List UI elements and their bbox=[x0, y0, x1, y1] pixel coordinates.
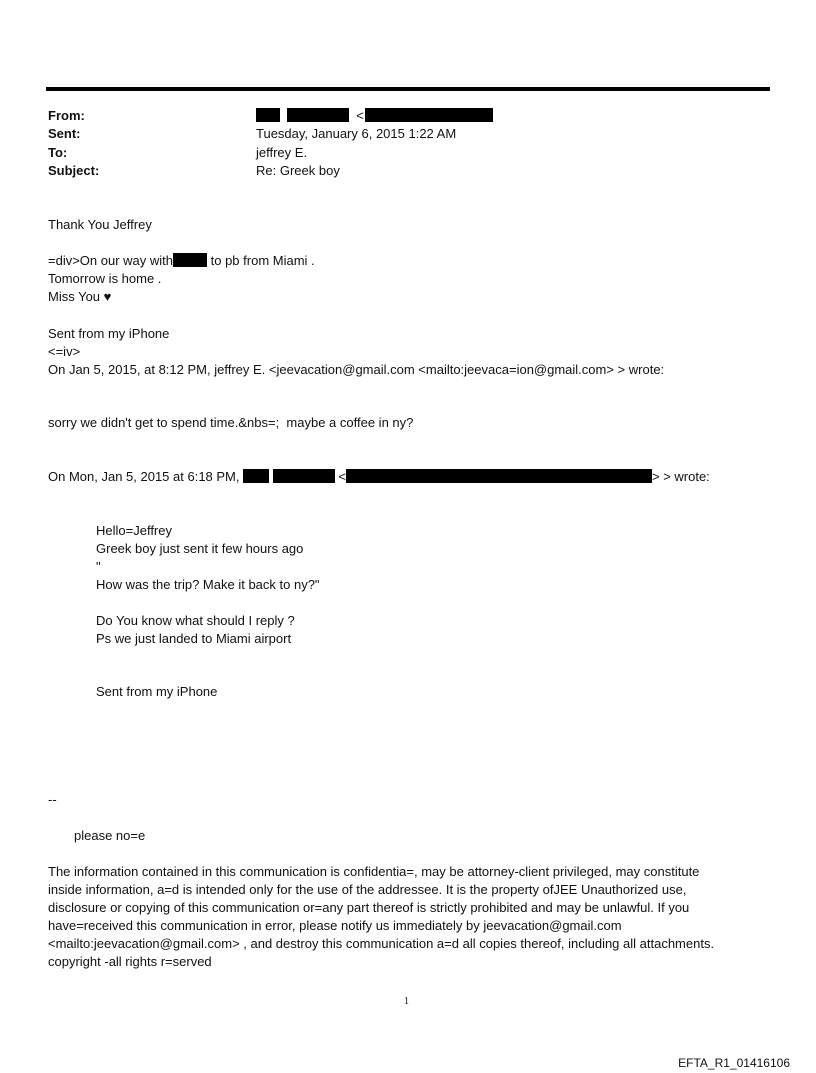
redaction-block bbox=[287, 108, 349, 122]
body-line bbox=[48, 252, 315, 270]
quoted-line: Hello=Jeffrey bbox=[96, 523, 172, 538]
disclaimer-line: inside information, a=d is intended only for the use of the addressee. It is the property ofJEE Unauthorized use, bbox=[48, 882, 687, 897]
body-text: to pb from Miami . bbox=[207, 253, 315, 268]
to-label: To: bbox=[48, 145, 68, 160]
from-label: From: bbox=[48, 108, 85, 123]
from-value bbox=[256, 108, 493, 123]
body-line: sorry we didn't get to spend time.&nbs=; maybe a coffee in ny? bbox=[48, 415, 414, 430]
signature-line: Sent from my iPhone bbox=[48, 326, 170, 341]
redaction-block bbox=[173, 253, 207, 267]
redaction-block bbox=[256, 108, 280, 122]
body-text: =div>On our way with bbox=[48, 253, 174, 268]
to-value: jeffrey E. bbox=[256, 145, 308, 160]
subject-label: Subject: bbox=[48, 163, 100, 178]
disclaimer-line: The information contained in this communication is confidentia=, may be attorney-client privileged, may constitute bbox=[48, 864, 700, 879]
body-line: Tomorrow is home . bbox=[48, 271, 162, 286]
body-text: On Mon, Jan 5, 2015 at 6:18 PM, bbox=[48, 469, 240, 484]
disclaimer-line: have=received this communication in error, please notify us immediately by jeevacation@gmail.com bbox=[48, 918, 622, 933]
quote-header-line: On Jan 5, 2015, at 8:12 PM, jeffrey E. <jeevacation@gmail.com <mailto:jeevaca=ion@gmail.com> > wrote: bbox=[48, 362, 665, 377]
quoted-line: How was the trip? Make it back to ny?" bbox=[96, 577, 320, 592]
body-text: Miss You bbox=[48, 289, 101, 304]
from-lt: < bbox=[356, 108, 364, 123]
redaction-block bbox=[243, 469, 269, 483]
body-line: <=iv> bbox=[48, 344, 81, 359]
document-id-stamp: EFTA_R1_01416106 bbox=[678, 1056, 790, 1070]
body-line bbox=[48, 288, 111, 306]
greeting-line: Thank You Jeffrey bbox=[48, 217, 152, 232]
quoted-line: " bbox=[96, 559, 101, 574]
heart-icon: ♥ bbox=[103, 289, 112, 304]
disclaimer-line: <mailto:jeevacation@gmail.com> , and destroy this communication a=d all copies thereof, including all attachments. bbox=[48, 936, 715, 951]
disclaimer-line: copyright -all rights r=served bbox=[48, 954, 212, 969]
subject-value: Re: Greek boy bbox=[256, 163, 340, 178]
sent-value: Tuesday, January 6, 2015 1:22 AM bbox=[256, 126, 457, 141]
page-number: 1 bbox=[404, 996, 409, 1007]
redaction-block bbox=[346, 469, 652, 483]
quoted-line: Sent from my iPhone bbox=[96, 684, 218, 699]
body-text: > > wrote: bbox=[651, 469, 710, 484]
quoted-line: Ps we just landed to Miami airport bbox=[96, 631, 292, 646]
redaction-block bbox=[273, 469, 335, 483]
signature-separator: -- bbox=[48, 792, 57, 807]
disclaimer-line: disclosure or copying of this communication or=any part thereof is strictly prohibited and may be unlawful. If you bbox=[48, 900, 690, 915]
quoted-line: Greek boy just sent it few hours ago bbox=[96, 541, 304, 556]
quote-header-line bbox=[48, 468, 710, 486]
header-rule bbox=[46, 87, 770, 91]
please-note-line: please no=e bbox=[74, 828, 146, 843]
redaction-block bbox=[365, 108, 493, 122]
quoted-line: Do You know what should I reply ? bbox=[96, 613, 295, 628]
body-text: < bbox=[338, 469, 346, 484]
sent-label: Sent: bbox=[48, 126, 81, 141]
